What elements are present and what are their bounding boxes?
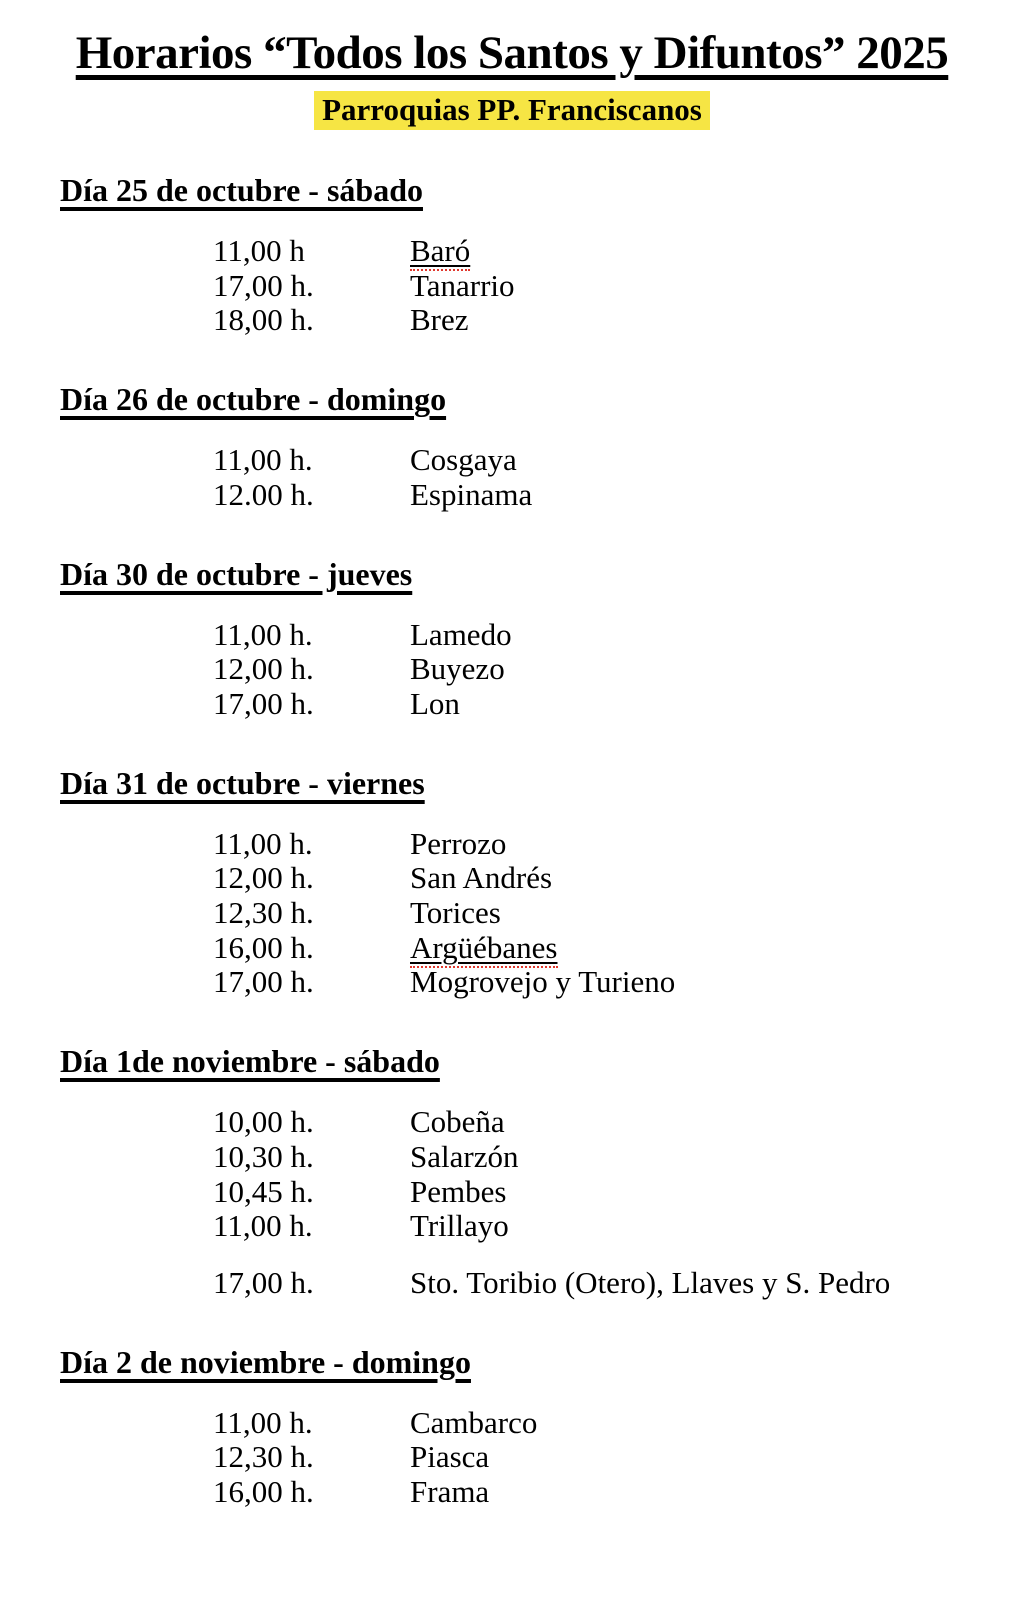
day-heading: Día 2 de noviembre - domingo (60, 1343, 471, 1380)
time-cell: 18,00 h. (213, 302, 314, 338)
time-cell: 11,00 h. (213, 616, 313, 652)
time-cell: 12,00 h. (213, 651, 314, 687)
time-cell: 16,00 h. (213, 1474, 314, 1510)
day-rows (0, 234, 1024, 338)
schedule-row (0, 269, 1024, 304)
subtitle-highlight: Parroquias PP. Franciscanos (314, 91, 710, 130)
day-heading: Día 25 de octubre - sábado (60, 172, 423, 208)
place-label: Baró (410, 233, 470, 271)
place-cell (410, 652, 1024, 687)
time-cell: 12.00 h. (213, 476, 314, 512)
schedule-row (0, 478, 1024, 513)
time-cell: 10,30 h. (213, 1138, 314, 1174)
time-cell: 12,30 h. (213, 895, 314, 931)
place-label: Lon (410, 685, 460, 721)
schedule-row (0, 1440, 1024, 1475)
schedule-row (0, 896, 1024, 931)
time-cell: 11,00 h. (213, 442, 313, 478)
place-label: Cambarco (410, 1404, 538, 1440)
time-cell: 11,00 h. (213, 1208, 313, 1244)
day-section (0, 380, 1024, 512)
day-rows (0, 618, 1024, 722)
time-cell: 11,00 h. (213, 825, 313, 861)
schedule-row (0, 827, 1024, 862)
day-section (0, 555, 1024, 722)
place-cell (410, 618, 1024, 653)
day-rows (0, 443, 1024, 512)
place-label: Torices (410, 895, 501, 931)
place-label: Lamedo (410, 616, 512, 652)
day-section (0, 171, 1024, 338)
day-section (0, 1343, 1024, 1510)
schedule-row (0, 1266, 1024, 1301)
time-cell: 12,00 h. (213, 860, 314, 896)
place-label: Brez (410, 302, 469, 338)
day-rows (0, 1105, 1024, 1301)
place-label: Argüébanes (410, 930, 558, 968)
schedule-row (0, 1475, 1024, 1510)
schedule-row (0, 1105, 1024, 1140)
schedule-row (0, 687, 1024, 722)
day-section (0, 1042, 1024, 1301)
place-label: Sto. Toribio (Otero), Llaves y S. Pedro (410, 1264, 891, 1300)
place-label: Cosgaya (410, 442, 517, 478)
time-cell: 10,45 h. (213, 1173, 314, 1209)
schedule-row (0, 1140, 1024, 1175)
time-cell: 11,00 h. (213, 1404, 313, 1440)
page-title: Horarios “Todos los Santos y Difuntos” 2025 (75, 27, 949, 79)
time-cell: 17,00 h. (213, 685, 314, 721)
place-cell (410, 965, 1024, 1000)
place-cell (410, 1105, 1024, 1140)
place-cell (410, 269, 1024, 304)
place-cell (410, 1440, 1024, 1475)
place-cell (410, 1266, 1024, 1301)
schedule-row (0, 965, 1024, 1000)
schedule-row (0, 303, 1024, 338)
place-cell (410, 478, 1024, 513)
place-cell (410, 1140, 1024, 1175)
place-cell (410, 896, 1024, 931)
schedule-row (0, 618, 1024, 653)
day-section (0, 764, 1024, 1001)
day-heading: Día 26 de octubre - domingo (60, 381, 447, 418)
place-label: Perrozo (410, 825, 507, 861)
time-cell: 11,00 h (213, 233, 305, 268)
schedule-row (0, 234, 1024, 269)
place-label: Mogrovejo y Turieno (410, 964, 676, 1000)
time-cell: 10,00 h. (213, 1104, 314, 1140)
place-cell (410, 303, 1024, 338)
schedule-row (0, 443, 1024, 478)
place-cell (410, 1175, 1024, 1210)
place-cell (410, 234, 1024, 269)
time-cell: 12,30 h. (213, 1439, 314, 1475)
place-label: Cobeña (410, 1104, 505, 1140)
place-label: Trillayo (410, 1208, 509, 1244)
place-cell (410, 827, 1024, 862)
place-cell (410, 861, 1024, 896)
place-cell (410, 1406, 1024, 1441)
schedule (0, 171, 1024, 1510)
day-heading: Día 31 de octubre - viernes (60, 764, 425, 801)
schedule-row (0, 1406, 1024, 1441)
time-cell: 17,00 h. (213, 1264, 314, 1300)
schedule-row (0, 1209, 1024, 1244)
day-rows (0, 1406, 1024, 1510)
subtitle-line (0, 91, 1024, 129)
place-label: Buyezo (410, 651, 505, 687)
schedule-row (0, 931, 1024, 966)
place-cell (410, 1475, 1024, 1510)
time-cell: 17,00 h. (213, 267, 314, 303)
place-label: Pembes (410, 1173, 507, 1209)
place-label: Espinama (410, 476, 533, 512)
place-cell (410, 687, 1024, 722)
day-heading: Día 30 de octubre - jueves (60, 555, 413, 592)
schedule-row (0, 861, 1024, 896)
day-rows (0, 827, 1024, 1001)
place-label: Tanarrio (410, 267, 515, 303)
place-label: Salarzón (410, 1138, 519, 1174)
place-cell (410, 1209, 1024, 1244)
schedule-row (0, 652, 1024, 687)
place-cell (410, 443, 1024, 478)
schedule-row (0, 1175, 1024, 1210)
day-heading: Día 1de noviembre - sábado (60, 1043, 440, 1080)
time-cell: 16,00 h. (213, 929, 314, 965)
time-cell: 17,00 h. (213, 964, 314, 1000)
place-cell (410, 931, 1024, 966)
place-label: Piasca (410, 1439, 490, 1475)
place-label: Frama (410, 1474, 490, 1510)
place-label: San Andrés (410, 860, 553, 896)
